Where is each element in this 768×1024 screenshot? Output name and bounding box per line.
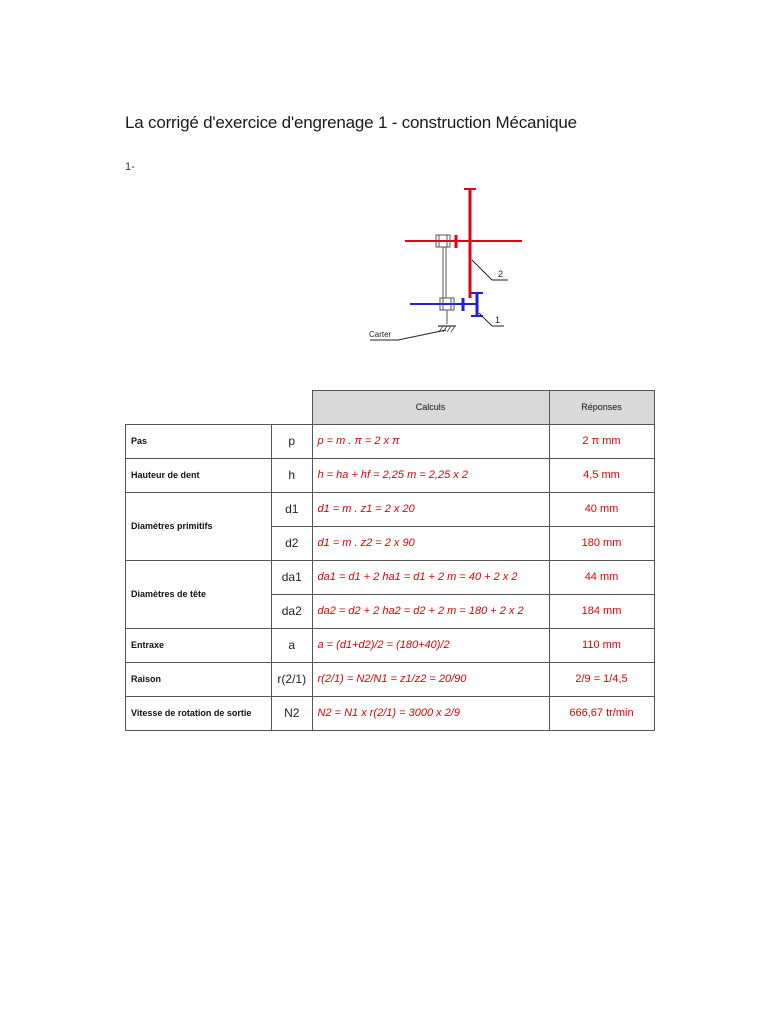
table-row <box>126 662 655 696</box>
row-calc: da2 = d2 + 2 ha2 = d2 + 2 m = 180 + 2 x 2 <box>312 594 549 628</box>
row-answer: 180 mm <box>549 526 654 560</box>
row-calc: r(2/1) = N2/N1 = z1/z2 = 20/90 <box>312 662 549 696</box>
row-answer: 40 mm <box>549 492 654 526</box>
row-label: Pas <box>126 424 272 458</box>
table-row <box>126 696 655 730</box>
row-calc: N2 = N1 x r(2/1) = 3000 x 2/9 <box>312 696 549 730</box>
row-symbol: da1 <box>272 560 313 594</box>
row-answer: 666,67 tr/min <box>549 696 654 730</box>
row-symbol: d1 <box>272 492 313 526</box>
header-calculs: Calculs <box>312 391 549 425</box>
row-calc: d1 = m . z1 = 2 x 20 <box>312 492 549 526</box>
row-calc: d1 = m . z2 = 2 x 90 <box>312 526 549 560</box>
row-label: Diamètres de tête <box>126 560 272 628</box>
label-carter: Carter <box>369 330 392 339</box>
table-row <box>126 628 655 662</box>
row-symbol: p <box>272 424 313 458</box>
row-answer: 184 mm <box>549 594 654 628</box>
row-label: Vitesse de rotation de sortie <box>126 696 272 730</box>
leader-gear-2 <box>472 260 492 280</box>
row-label: Raison <box>126 662 272 696</box>
label-gear-1: 1 <box>495 315 501 325</box>
leader-gear-1 <box>479 313 492 326</box>
row-calc: da1 = d1 + 2 ha1 = d1 + 2 m = 40 + 2 x 2 <box>312 560 549 594</box>
row-answer: 2 π mm <box>549 424 654 458</box>
row-answer: 4,5 mm <box>549 458 654 492</box>
row-label: Hauteur de dent <box>126 458 272 492</box>
row-calc: a = (d1+d2)/2 = (180+40)/2 <box>312 628 549 662</box>
row-symbol: a <box>272 628 313 662</box>
row-answer: 44 mm <box>549 560 654 594</box>
results-table <box>125 390 655 731</box>
row-symbol: da2 <box>272 594 313 628</box>
row-label: Diamètres primitifs <box>126 492 272 560</box>
header-reponses: Réponses <box>549 391 654 425</box>
row-symbol: r(2/1) <box>272 662 313 696</box>
table-header-row <box>126 391 655 425</box>
row-calc: h = ha + hf = 2,25 m = 2,25 x 2 <box>312 458 549 492</box>
gear-diagram <box>360 180 530 355</box>
table-row <box>126 492 655 526</box>
table-row <box>126 458 655 492</box>
leader-carter <box>398 330 446 340</box>
page-title: La corrigé d'exercice d'engrenage 1 - construction Mécanique <box>125 113 577 132</box>
row-answer: 2/9 = 1/4,5 <box>549 662 654 696</box>
row-answer: 110 mm <box>549 628 654 662</box>
row-symbol: d2 <box>272 526 313 560</box>
table-row <box>126 560 655 594</box>
label-gear-2: 2 <box>498 269 504 279</box>
row-label: Entraxe <box>126 628 272 662</box>
row-calc: p = m . π = 2 x π <box>312 424 549 458</box>
table-row <box>126 424 655 458</box>
row-symbol: N2 <box>272 696 313 730</box>
row-symbol: h <box>272 458 313 492</box>
question-number: 1- <box>125 161 135 173</box>
